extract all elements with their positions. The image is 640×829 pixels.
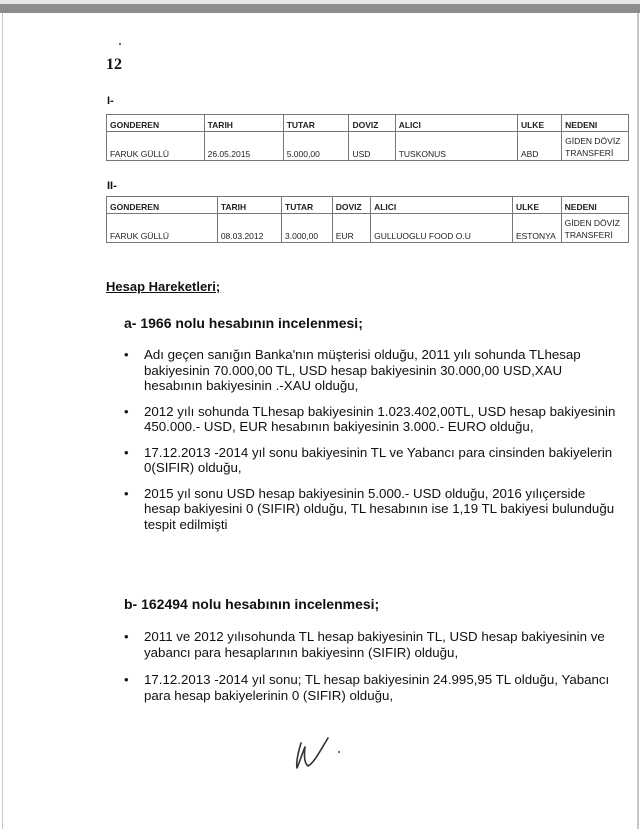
transfer-table-1 <box>106 114 629 161</box>
col-header: ULKE <box>517 115 561 132</box>
col-header: GONDEREN <box>107 115 205 132</box>
col-header: DOVIZ <box>349 115 395 132</box>
table-header-row <box>107 197 629 214</box>
subsection-b-heading: b- 162494 nolu hesabının incelenmesi; <box>124 596 380 612</box>
transfer-table-2 <box>106 196 629 243</box>
col-header: GONDEREN <box>107 197 218 214</box>
table-row <box>107 214 629 243</box>
col-header: NEDENI <box>562 115 629 132</box>
handwritten-signature <box>292 733 362 773</box>
table-row <box>107 132 629 161</box>
col-header: DOVIZ <box>332 197 370 214</box>
table-1-label: I- <box>107 95 114 107</box>
cell-country: ESTONYA <box>512 214 561 243</box>
cell-date: 26.05.2015 <box>204 132 283 161</box>
list-item: • 2011 ve 2012 yılısohunda TL hesap bakiyesinin TL, USD hesap bakiyesinin ve yabancı para hesaplarının bakiyesinn (SIFIR) olduğu, <box>124 629 624 660</box>
cell-reason: GİDEN DÖVİZ TRANSFERİ <box>561 214 628 243</box>
cell-currency: EUR <box>332 214 370 243</box>
cell-country: ABD <box>517 132 561 161</box>
cell-recipient: TUSKONUS <box>395 132 517 161</box>
cell-currency: USD <box>349 132 395 161</box>
col-header: NEDENI <box>561 197 628 214</box>
cell-amount: 5.000,00 <box>283 132 349 161</box>
cell-date: 08.03.2012 <box>217 214 281 243</box>
table-2-label: II- <box>107 180 117 192</box>
cell-sender: FARUK GÜLLÜ <box>107 214 218 243</box>
col-header: TARIH <box>217 197 281 214</box>
viewer-toolbar <box>0 4 640 13</box>
col-header: ALICI <box>395 115 517 132</box>
list-item: • 2015 yıl sonu USD hesap bakiyesinin 5.000.- USD olduğu, 2016 yılıçerside hesap bakiyesini 0 (SIFIR) olduğu, TL hesabının ise 1,19 TL bakiyesi bulunduğu tespit edilmişti <box>124 486 624 533</box>
list-item: • 17.12.2013 -2014 yıl sonu; TL hesap bakiyesinin 24.995,95 TL olduğu, Yabancı para hesap bakiyelerinin 0 (SIFIR) olduğu, <box>124 672 624 703</box>
cell-reason: GİDEN DÖVİZ TRANSFERİ <box>562 132 629 161</box>
col-header: ALICI <box>371 197 513 214</box>
list-item: • 2012 yılı sohunda TLhesap bakiyesinin 1.023.402,00TL, USD hesap bakiyesinin 450.000.- USD, EUR hesabının bakiyesinin 3.000.- EURO olduğu, <box>124 404 624 435</box>
cell-recipient: GULLUOGLU FOOD O.U <box>371 214 513 243</box>
stray-dot-mark <box>119 43 121 45</box>
col-header: TARIH <box>204 115 283 132</box>
subsection-a-list <box>124 347 624 532</box>
list-item: • Adı geçen sanığın Banka'nın müşterisi olduğu, 2011 yılı sohunda TLhesap bakiyesinin 70.000,00 TL, USD hesap bakiyesinin 30.000,00 USD,XAU hesabının bakiyesinin .-XAU olduğu, <box>124 347 624 394</box>
subsection-a-heading: a- 1966 nolu hesabının incelenmesi; <box>124 315 363 331</box>
col-header: TUTAR <box>283 115 349 132</box>
section-heading: Hesap Hareketleri; <box>106 279 221 294</box>
list-item: • 17.12.2013 -2014 yıl sonu bakiyesinin TL ve Yabancı para cinsinden bakiyelerin 0(SIFIR) olduğu, <box>124 445 624 476</box>
table-header-row <box>107 115 629 132</box>
subsection-b-list <box>124 629 624 703</box>
cell-sender: FARUK GÜLLÜ <box>107 132 205 161</box>
col-header: ULKE <box>512 197 561 214</box>
cell-amount: 3.000,00 <box>282 214 333 243</box>
page-number: 12 <box>106 56 122 73</box>
col-header: TUTAR <box>282 197 333 214</box>
